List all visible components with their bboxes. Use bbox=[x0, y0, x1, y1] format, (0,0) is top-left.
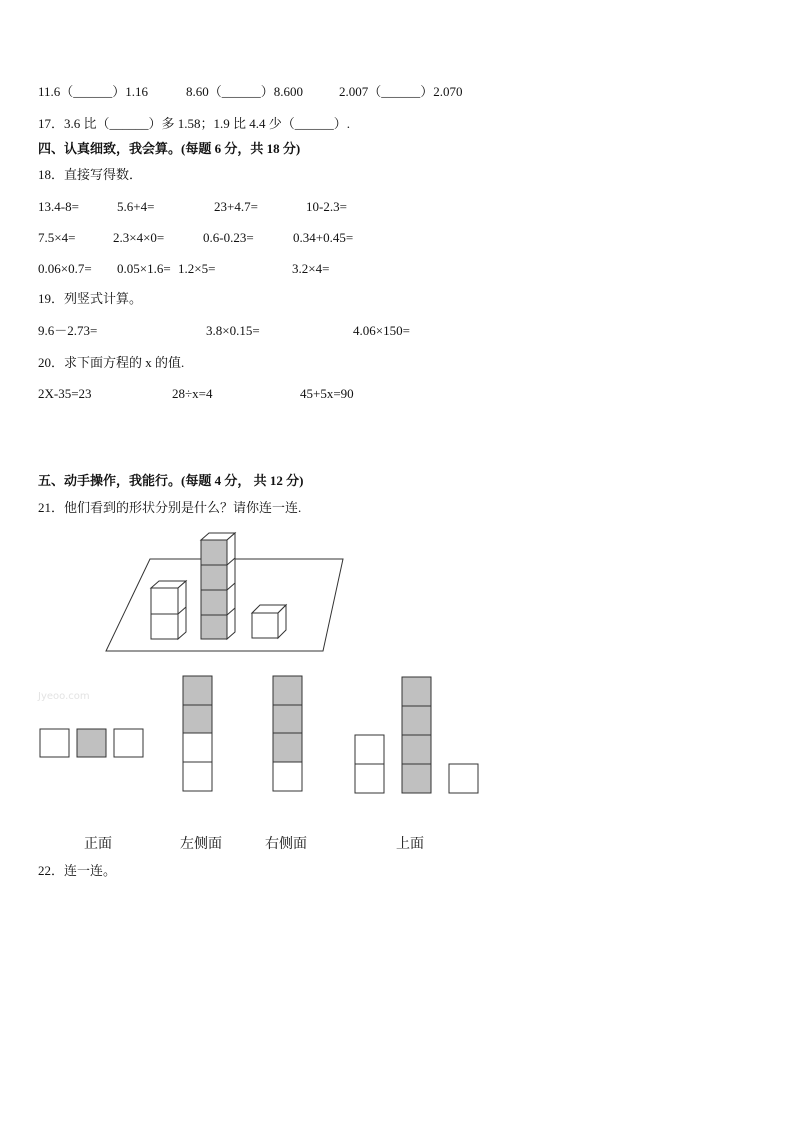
section-5-title: 五、动手操作，我能行。(每题 4 分， 共 12 分) bbox=[38, 473, 304, 488]
calc-item: 10-2.3= bbox=[306, 199, 347, 214]
calc-item: 0.34+0.45= bbox=[293, 230, 354, 245]
comparison-item-3: 2.007（______）2.070 bbox=[339, 84, 463, 99]
left-cube-stack bbox=[151, 581, 186, 639]
single-cube bbox=[252, 605, 286, 638]
question-18-prompt: 18．直接写得数． bbox=[38, 167, 143, 182]
equation-item: 28÷x=4 bbox=[172, 386, 213, 401]
question-19-prompt: 19．列竖式计算。 bbox=[38, 291, 143, 306]
label-top: 上面 bbox=[396, 836, 424, 852]
comparison-item-1: 11.6（______）1.16 bbox=[38, 84, 149, 99]
calc-item: 3.2×4= bbox=[292, 261, 330, 276]
equation-item: 45+5x=90 bbox=[300, 386, 354, 401]
calc-item: 0.05×1.6= bbox=[117, 261, 171, 276]
calc-item: 0.06×0.7= bbox=[38, 261, 92, 276]
question-22-prompt: 22．连一连。 bbox=[38, 863, 117, 878]
tall-cube-stack bbox=[201, 533, 235, 639]
section-4-title: 四、认真细致，我会算。(每题 6 分，共 18 分) bbox=[38, 141, 301, 156]
view-option-front bbox=[355, 677, 478, 793]
question-17: 17．3.6 比（______）多 1.58；1.9 比 4.4 少（______）. bbox=[38, 116, 351, 131]
view-option-row bbox=[40, 729, 143, 757]
vertical-calc-item: 9.6－2.73= bbox=[38, 323, 98, 338]
view-option-column-b bbox=[273, 676, 302, 791]
calc-item: 23+4.7= bbox=[214, 199, 258, 214]
question-20-prompt: 20．求下面方程的 x 的值. bbox=[38, 355, 185, 370]
calc-item: 13.4-8= bbox=[38, 199, 79, 214]
calc-item: 0.6-0.23= bbox=[203, 230, 254, 245]
calc-item: 7.5×4= bbox=[38, 230, 76, 245]
label-right-side: 右侧面 bbox=[265, 836, 307, 852]
vertical-calc-item: 4.06×150= bbox=[353, 323, 410, 338]
label-front: 正面 bbox=[84, 836, 112, 852]
equation-item: 2X-35=23 bbox=[38, 386, 92, 401]
label-left-side: 左侧面 bbox=[180, 836, 222, 852]
vertical-calc-item: 3.8×0.15= bbox=[206, 323, 260, 338]
view-option-column-a bbox=[183, 676, 212, 791]
comparison-item-2: 8.60（______）8.600 bbox=[186, 84, 304, 99]
calc-item: 2.3×4×0= bbox=[113, 230, 165, 245]
calc-item: 5.6+4= bbox=[117, 199, 155, 214]
calc-item: 1.2×5= bbox=[178, 261, 216, 276]
question-21-prompt: 21．他们看到的形状分别是什么？请你连一连. bbox=[38, 500, 302, 515]
watermark: Jyeoo.com bbox=[38, 691, 90, 702]
